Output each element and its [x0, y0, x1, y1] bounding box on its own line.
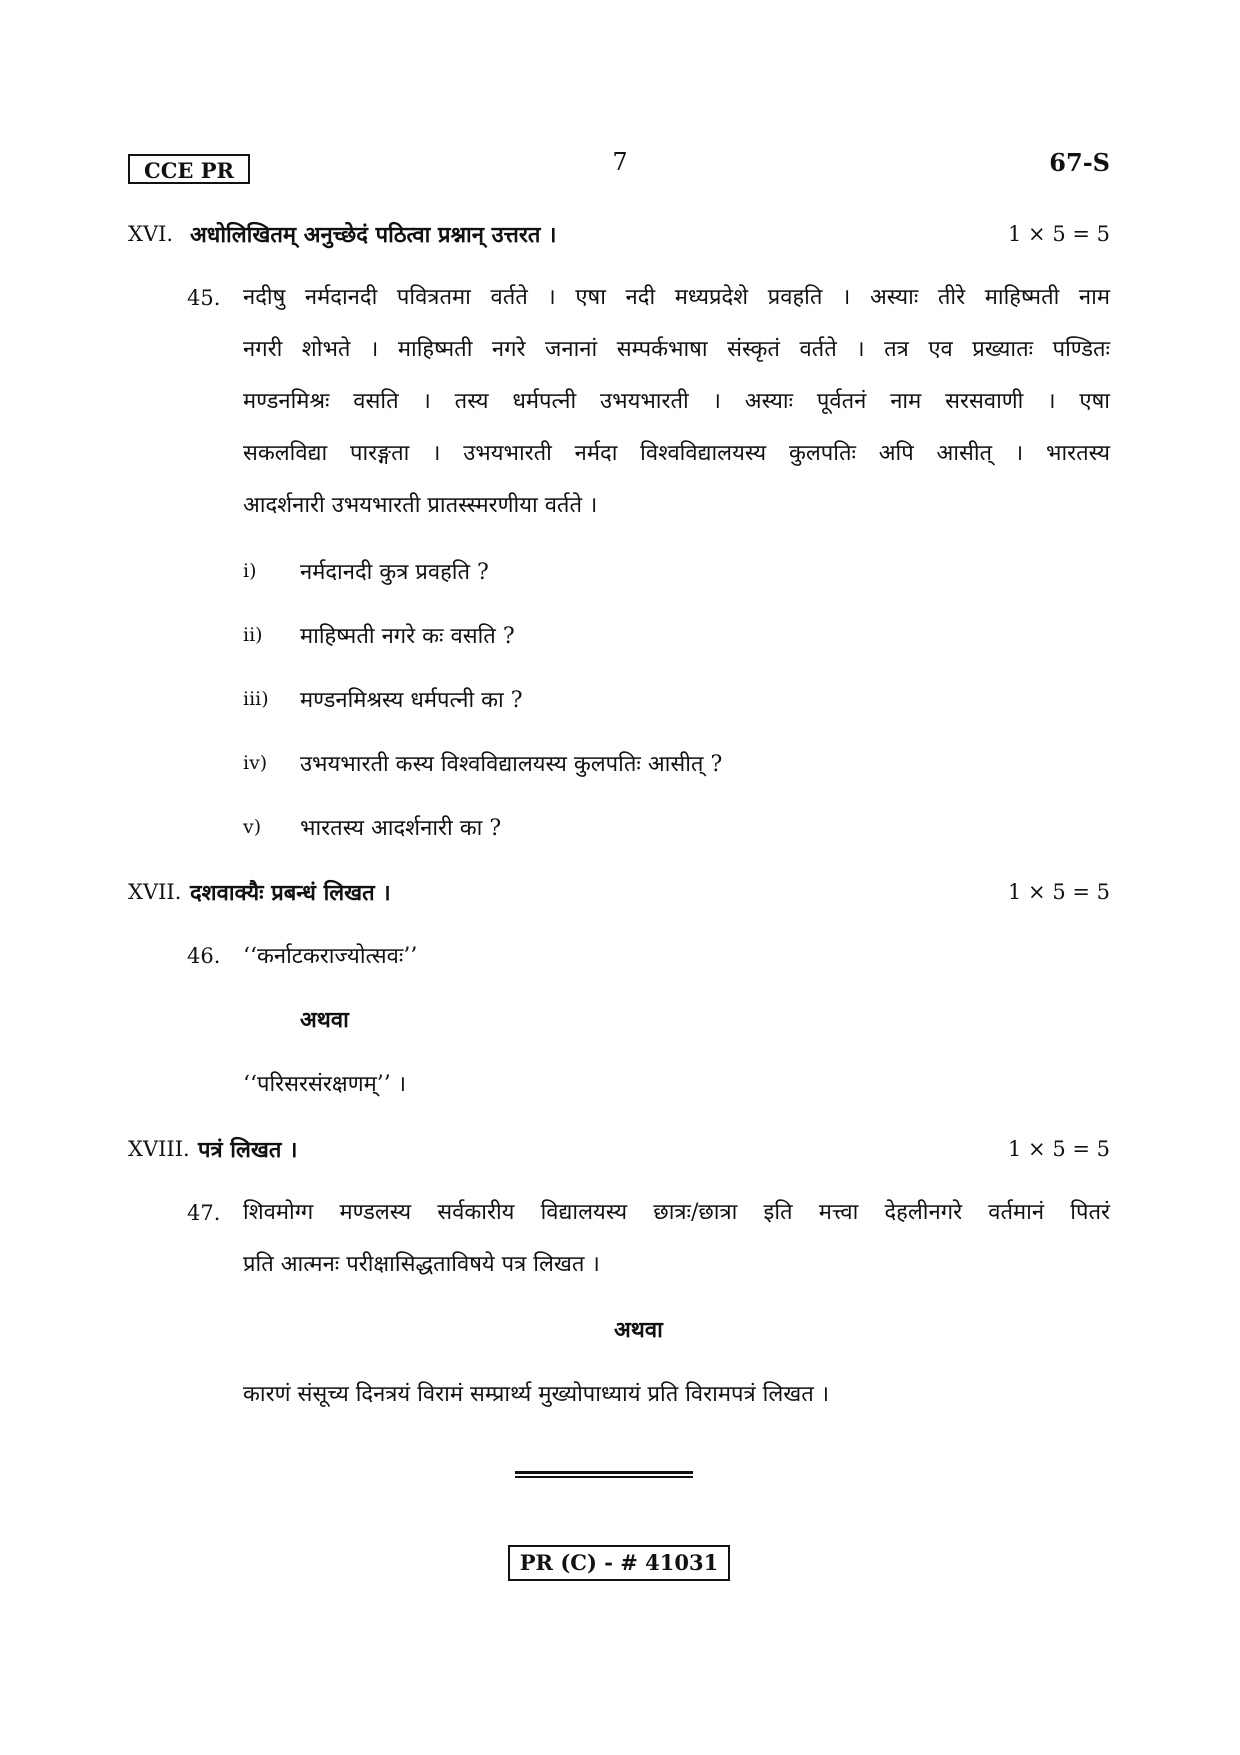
sub-question-text: भारतस्य आदर्शनारी का ?: [300, 816, 502, 841]
footer-code-box: PR (C) - # 41031: [508, 1545, 730, 1581]
essay-topic-2: ‘‘परिसरसंरक्षणम्’’ ।: [243, 1072, 407, 1097]
passage-line: मण्डनमिश्रः वसति । तस्य धर्मपत्नी उभयभारती । अस्याः पूर्वतनं नाम सरसवाणी । एषा: [243, 389, 1110, 414]
section-xvi-label: XVI.: [128, 222, 174, 246]
passage-line: नगरी शोभते । माहिष्मती नगरे जनानां सम्पर्कभाषा संस्कृतं वर्तते । तत्र एव प्रख्यातः पण्डितः: [243, 337, 1110, 362]
passage-line: आदर्शनारी उभयभारती प्रातस्स्मरणीया वर्तते ।: [243, 493, 598, 518]
passage-line: नदीषु नर्मदानदी पवित्रतमा वर्तते । एषा नदी मध्यप्रदेशे प्रवहति । अस्याः तीरे माहिष्मती नाम: [243, 285, 1110, 310]
leave-letter-prompt: कारणं संसूच्य दिनत्रयं विरामं सम्प्रार्थ्य मुख्योपाध्यायं प्रति विरामपत्रं लिखत ।: [243, 1382, 830, 1407]
section-xvii-marks: 1 × 5 = 5: [1008, 880, 1110, 904]
paper-code-box: CCE PR: [128, 154, 250, 184]
sub-question-text: उभयभारती कस्य विश्वविद्यालयस्य कुलपतिः आसीत् ?: [300, 752, 723, 777]
letter-prompt-line: शिवमोग्ग मण्डलस्य सर्वकारीय विद्यालयस्य छात्रः/छात्रा इति मत्त्वा देहलीनगरे वर्तमानं पितरं: [243, 1200, 1110, 1225]
page-number: 7: [612, 148, 628, 176]
sub-question-number: iii): [243, 688, 269, 710]
section-xviii-marks: 1 × 5 = 5: [1008, 1137, 1110, 1161]
letter-prompt-line: प्रति आत्मनः परीक्षासिद्धताविषये पत्र लिखत ।: [243, 1252, 600, 1277]
section-xvi-title: अधोलिखितम् अनुच्छेदं पठित्वा प्रश्नान् उत्तरत ।: [190, 222, 557, 248]
question-46-number: 46.: [187, 944, 221, 968]
sub-question-text: मण्डनमिश्रस्य धर्मपत्नी का ?: [300, 688, 523, 713]
sub-question-number: iv): [243, 752, 268, 774]
subject-code: 67-S: [1049, 148, 1110, 177]
passage: [243, 272, 1110, 532]
section-xvii-label: XVII.: [128, 880, 182, 904]
essay-topic-1: ‘‘कर्नाटकराज्योत्सवः’’: [243, 944, 418, 969]
letter-prompt: [243, 1187, 1110, 1291]
sub-question-text: नर्मदानदी कुत्र प्रवहति ?: [300, 560, 489, 585]
sub-question-number: ii): [243, 624, 263, 646]
sub-question-text: माहिष्मती नगरे कः वसति ?: [300, 624, 515, 649]
end-rule: [515, 1471, 693, 1478]
sub-question-number: i): [243, 560, 257, 582]
passage-line: सकलविद्या पारङ्गता । उभयभारती नर्मदा विश्वविद्यालयस्य कुलपतिः अपि आसीत् । भारतस्य: [243, 441, 1110, 466]
or-label: अथवा: [300, 1007, 349, 1033]
section-xviii-title: पत्रं लिखत ।: [198, 1137, 298, 1163]
or-label: अथवा: [614, 1317, 663, 1343]
sub-question-number: v): [243, 816, 262, 838]
question-47-number: 47.: [187, 1201, 221, 1225]
section-xviii-label: XVIII.: [128, 1137, 190, 1161]
section-xvi-marks: 1 × 5 = 5: [1008, 222, 1110, 246]
question-45-number: 45.: [187, 286, 221, 310]
section-xvii-title: दशवाक्यैः प्रबन्धं लिखत ।: [190, 880, 391, 906]
